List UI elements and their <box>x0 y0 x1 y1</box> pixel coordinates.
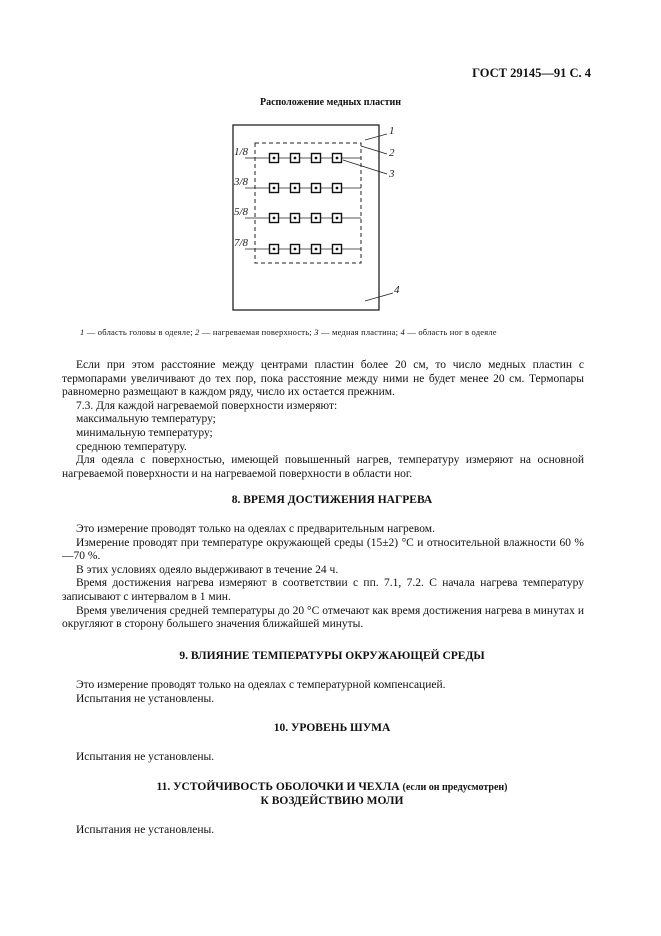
paragraph: В этих условиях одеяло выдерживают в течение 24 ч. <box>76 563 339 576</box>
plate-row-4 <box>245 245 361 254</box>
body-text-block <box>62 359 584 481</box>
caption-text-1: — область головы в одеяле; <box>84 327 196 337</box>
callout-leader-3 <box>343 160 387 174</box>
paragraph: Время увеличения средней температуры до 20 °С отмечают как время достижения нагрева в минутах и округляют в сторону большего значения ближайшей минуты. <box>62 604 584 631</box>
callout-1: 1 <box>389 125 395 137</box>
callout-3: 3 <box>389 168 395 180</box>
paragraph: Время достижения нагрева измеряют в соответствии с пп. 7.1, 7.2. С начала нагрева температуру записывают с интервалом в 1 мин. <box>62 577 584 603</box>
section-11-heading <box>62 781 602 808</box>
row-label-5-8: 5/8 <box>234 206 249 218</box>
paragraph: Это измерение проводят только на одеялах с температурной компенсацией. <box>76 679 446 691</box>
caption-num-4: 4 <box>400 327 405 337</box>
caption-num-1: 1 <box>80 327 85 337</box>
paragraph: Испытания не установлены. <box>76 692 215 705</box>
paragraph: Испытания не установлены. <box>76 824 215 836</box>
caption-text-4: — область ног в одеяле <box>404 327 497 337</box>
section-8-text <box>62 523 584 632</box>
callout-4: 4 <box>394 284 400 296</box>
plate-row-2 <box>245 184 361 193</box>
paragraph: Это измерение проводят только на одеялах с предварительным нагревом. <box>76 523 435 535</box>
callout-leader-2 <box>361 146 387 154</box>
section-11-heading-line2: К ВОЗДЕЙСТВИЮ МОЛИ <box>260 794 404 807</box>
list-item: минимальную температуру; <box>76 426 213 439</box>
section-11-heading-parenthetical: (если он предусмотрен) <box>402 782 508 793</box>
figure-caption <box>80 327 497 337</box>
list-item: максимальную температуру; <box>76 413 216 426</box>
page-header: ГОСТ 29145—91 С. 4 <box>472 66 591 80</box>
section-10-heading: 10. УРОВЕНЬ ШУМА <box>273 722 391 734</box>
caption-num-3: 3 <box>314 327 319 337</box>
callout-leader-1 <box>365 134 387 140</box>
paragraph: Испытания не установлены. <box>76 751 215 763</box>
paragraph: Если при этом расстояние между центрами пластин более 20 см, то число медных пластин с термопарами увеличивают до тех пор, пока расстояние между ними не будет менее 20 см. Термопары равномерно размещают в каждом ряду, число их остается прежним. <box>62 359 584 399</box>
paragraph: Для одеяла с поверхностью, имеющей повышенный нагрев, температуру измеряют на основной нагреваемой поверхности и на нагреваемой поверхности в области ног. <box>62 454 584 480</box>
row-label-1-8: 1/8 <box>234 146 249 158</box>
section-8-heading: 8. ВРЕМЯ ДОСТИЖЕНИЯ НАГРЕВА <box>231 494 433 506</box>
paragraph: Измерение проводят при температуре окружающей среды (15±2) °С и относительной влажности 60 %—70 %. <box>62 536 584 563</box>
plate-row-3 <box>245 214 361 223</box>
row-label-3-8: 3/8 <box>234 176 249 188</box>
figure-title: Расположение медных пластин <box>259 97 402 108</box>
copper-plates-diagram <box>225 117 415 317</box>
row-label-7-8: 7/8 <box>234 237 249 249</box>
section-11-heading-line1: 11. УСТОЙЧИВОСТЬ ОБОЛОЧКИ И ЧЕХЛА <box>156 781 403 793</box>
paragraph: 7.3. Для каждой нагреваемой поверхности измеряют: <box>76 399 338 412</box>
section-9-heading: 9. ВЛИЯНИЕ ТЕМПЕРАТУРЫ ОКРУЖАЮЩЕЙ СРЕДЫ <box>179 650 485 662</box>
plate-row-1 <box>245 154 361 163</box>
callout-2: 2 <box>389 147 395 159</box>
list-item: среднюю температуру. <box>76 440 187 453</box>
section-11-text <box>62 824 584 838</box>
caption-text-2: — нагреваемая поверхность; <box>199 327 315 337</box>
caption-num-2: 2 <box>195 327 200 337</box>
section-9-text <box>62 679 584 706</box>
caption-text-3: — медная пластина; <box>318 327 401 337</box>
section-10-text <box>62 751 584 765</box>
